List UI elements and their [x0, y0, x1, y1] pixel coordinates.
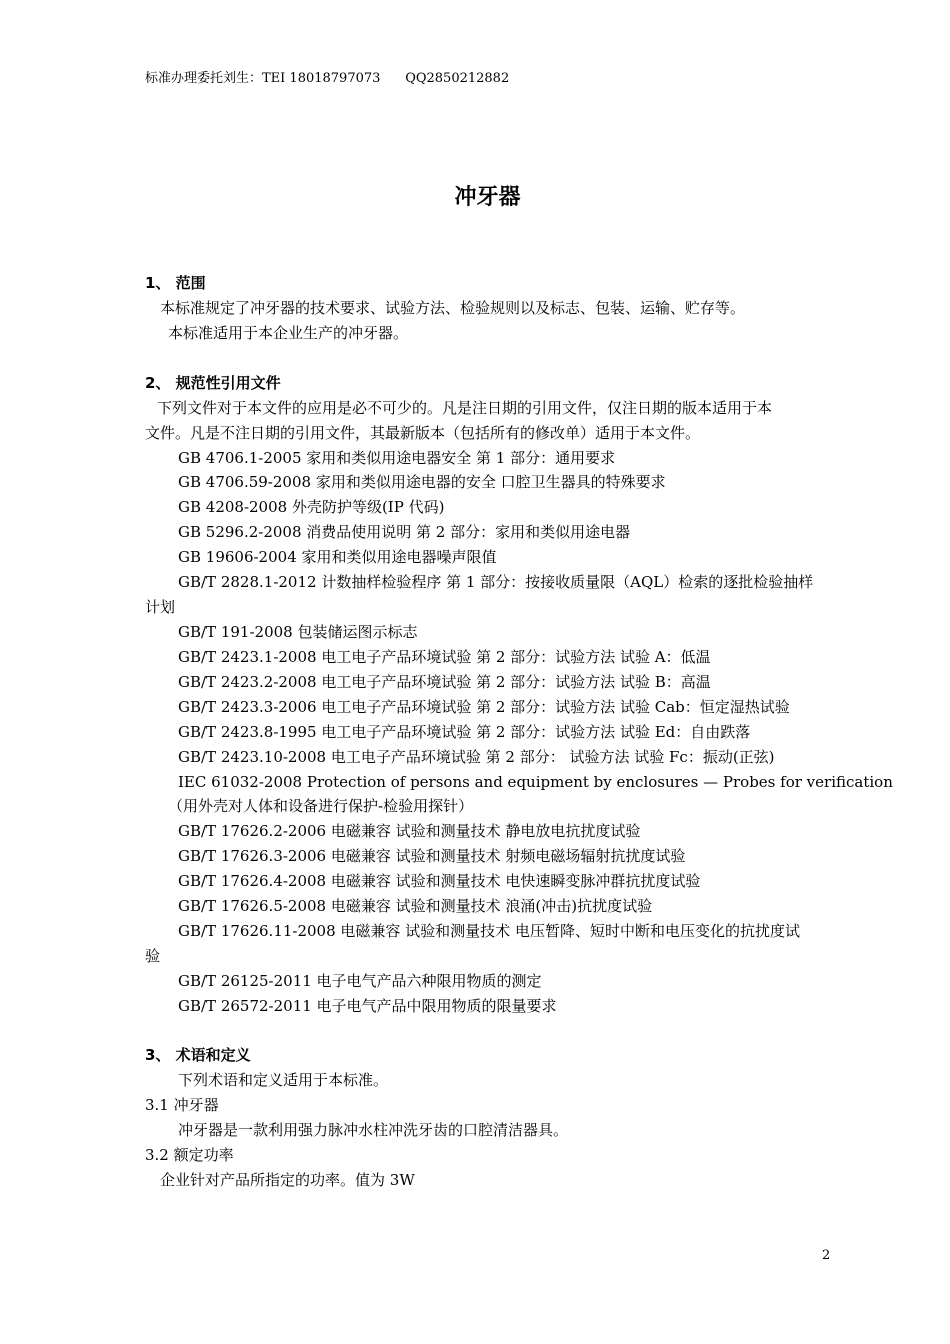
reference-item: GB/T 2423.1-2008 电工电子产品环境试验 第 2 部分：试验方法 试验 A：低温	[178, 648, 711, 666]
reference-item: GB/T 2423.10-2008 电工电子产品环境试验 第 2 部分： 试验方法 试验 Fc：振动(正弦)	[178, 748, 775, 766]
reference-item: GB 5296.2-2008 消费品使用说明 第 2 部分：家用和类似用途电器	[178, 523, 631, 541]
section-3-line: 下列术语和定义适用于本标准。	[178, 1071, 389, 1089]
reference-item: GB/T 2423.8-1995 电工电子产品环境试验 第 2 部分：试验方法 试验 Ed：自由跌落	[178, 723, 751, 741]
reference-item: GB/T 2423.3-2006 电工电子产品环境试验 第 2 部分：试验方法 试验 Cab：恒定湿热试验	[178, 698, 790, 716]
term-title: 3.1 冲牙器	[145, 1096, 219, 1114]
reference-item: GB/T 17626.3-2006 电磁兼容 试验和测量技术 射频电磁场辐射抗扰度试验	[178, 847, 686, 865]
page-header: 标准办理委托刘生：TEI 18018797073 QQ2850212882	[145, 71, 510, 86]
term-definition: 冲牙器是一款利用强力脉冲水柱冲洗牙齿的口腔清洁器具。	[178, 1121, 569, 1139]
reference-item: GB 19606-2004 家用和类似用途电器噪声限值	[178, 548, 497, 566]
reference-item: GB 4208-2008 外壳防护等级(IP 代码)	[178, 498, 445, 516]
reference-item: GB/T 17626.2-2006 电磁兼容 试验和测量技术 静电放电抗扰度试验	[178, 822, 641, 840]
reference-item: GB 4706.1-2005 家用和类似用途电器安全 第 1 部分：通用要求	[178, 449, 616, 467]
reference-item: GB/T 17626.5-2008 电磁兼容 试验和测量技术 浪涌(冲击)抗扰度试验	[178, 897, 653, 915]
page-number: 2	[822, 1248, 831, 1263]
reference-item-continuation: （用外壳对人体和设备进行保护-检验用探针）	[168, 797, 474, 815]
section-1-line: 本标准适用于本企业生产的冲牙器。	[168, 324, 409, 342]
section-3-heading: 3、 术语和定义	[145, 1046, 251, 1064]
section-2-heading: 2、 规范性引用文件	[145, 374, 281, 392]
section-2-intro-line: 下列文件对于本文件的应用是必不可少的。凡是注日期的引用文件，仅注日期的版本适用于本	[157, 399, 773, 417]
reference-item-continuation: 计划	[145, 598, 176, 616]
reference-item: GB/T 26572-2011 电子电气产品中限用物质的限量要求	[178, 997, 557, 1015]
reference-item: GB/T 2423.2-2008 电工电子产品环境试验 第 2 部分：试验方法 试验 B：高温	[178, 673, 711, 691]
term-title: 3.2 额定功率	[145, 1146, 234, 1164]
reference-item: GB/T 17626.11-2008 电磁兼容 试验和测量技术 电压暂降、短时中断和电压变化的抗扰度试	[178, 922, 800, 940]
reference-item: GB/T 17626.4-2008 电磁兼容 试验和测量技术 电快速瞬变脉冲群抗扰度试验	[178, 872, 701, 890]
reference-item: GB 4706.59-2008 家用和类似用途电器的安全 口腔卫生器具的特殊要求	[178, 473, 666, 491]
reference-item: IEC 61032-2008 Protection of persons and equipment by enclosures — Probes for verification	[178, 773, 893, 791]
reference-item-continuation: 验	[145, 947, 161, 965]
reference-item: GB/T 191-2008 包装储运图示标志	[178, 623, 418, 641]
term-definition: 企业针对产品所指定的功率。值为 3W	[160, 1171, 415, 1189]
document-title: 冲牙器	[454, 185, 521, 210]
section-1-heading: 1、 范围	[145, 274, 206, 292]
section-1-line: 本标准规定了冲牙器的技术要求、试验方法、检验规则以及标志、包装、运输、贮存等。	[160, 299, 746, 317]
reference-item: GB/T 2828.1-2012 计数抽样检验程序 第 1 部分：按接收质量限（AQL）检索的逐批检验抽样	[178, 573, 814, 591]
reference-item: GB/T 26125-2011 电子电气产品六种限用物质的测定	[178, 972, 542, 990]
section-2-intro-line: 文件。凡是不注日期的引用文件，其最新版本（包括所有的修改单）适用于本文件。	[145, 424, 701, 442]
